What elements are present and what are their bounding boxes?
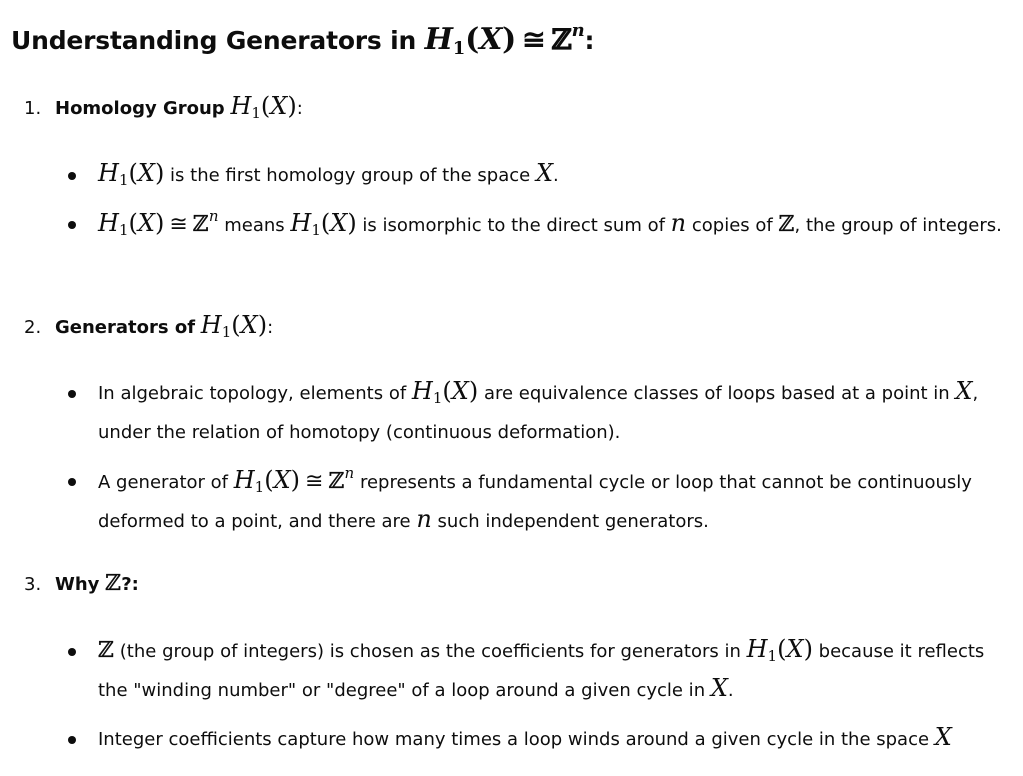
math-subscript: 1 <box>432 389 443 407</box>
math-paren: ) <box>257 311 268 339</box>
math-paren: ( <box>465 22 480 57</box>
bullet-text: , the group of integers. <box>794 215 1002 236</box>
math-paren: ( <box>128 159 138 187</box>
bullet-text: is the first homology group of the space <box>164 165 536 186</box>
math-paren: ( <box>128 209 138 237</box>
list-item <box>68 720 1018 759</box>
math-paren: ) <box>154 159 165 187</box>
math-paren: ) <box>468 377 479 405</box>
math-Z: ℤ <box>105 571 122 596</box>
math-X: X <box>479 22 503 57</box>
list-item <box>68 205 1018 245</box>
list-number: 1. <box>24 98 42 119</box>
bullet-text: . <box>553 165 559 186</box>
section-title: Why <box>55 574 100 595</box>
math-H: H <box>746 635 768 663</box>
page-title <box>11 20 594 61</box>
math-paren: ( <box>260 92 271 120</box>
math-paren: ( <box>320 209 331 237</box>
bullet-text: . <box>727 680 734 701</box>
math-n: n <box>416 505 432 533</box>
math-paren: ) <box>287 92 297 120</box>
section-title: Homology Group <box>55 98 225 119</box>
list-item-why-z <box>24 570 139 600</box>
section-title-suffix: : <box>296 98 303 119</box>
math-cong: ≅ <box>169 212 188 237</box>
math-paren: ) <box>290 466 301 494</box>
math-X: X <box>137 209 155 237</box>
math-H: H <box>290 209 312 237</box>
math-paren: ( <box>231 311 241 339</box>
math-superscript: n <box>208 207 219 225</box>
bullet-icon <box>68 172 76 180</box>
bullet-text: , under the relation of homotopy (continuous deformation). <box>98 383 979 443</box>
list-item <box>68 156 1018 195</box>
math-X: X <box>330 209 348 237</box>
math-paren: ( <box>264 466 274 494</box>
list-item <box>68 462 1018 541</box>
bullet-text: is isomorphic to the direct sum of <box>356 215 671 236</box>
bullet-text: Integer coefficients capture how many times a loop winds around a given cycle in the space <box>98 729 935 750</box>
math-H: H <box>411 377 433 405</box>
bullet-text: (the group of integers) is chosen as the coefficients for generators in <box>114 641 747 662</box>
math-X: X <box>955 377 973 405</box>
math-superscript: n <box>344 464 355 482</box>
bullet-text: because it reflects the "winding number" or "degree" of a loop around a given cycle in <box>98 641 985 701</box>
math-H: H <box>98 159 119 187</box>
math-X: X <box>934 723 952 751</box>
math-paren: ) <box>154 209 165 237</box>
math-subscript: 1 <box>254 478 265 496</box>
bullet-icon <box>68 478 76 486</box>
list-number: 3. <box>24 574 42 595</box>
list-item <box>68 632 1018 710</box>
math-subscript: 1 <box>452 38 466 59</box>
list-item-generators <box>24 313 273 343</box>
math-paren: ) <box>347 209 357 237</box>
math-Z: ℤ <box>192 212 209 237</box>
page-title-colon: : <box>584 26 595 55</box>
math-H: H <box>424 22 453 57</box>
bullet-text: A generator of <box>98 472 234 493</box>
list-number: 2. <box>24 317 42 338</box>
bullet-icon <box>68 736 76 744</box>
bullet-text: means <box>218 215 291 236</box>
bullet-icon <box>68 221 76 229</box>
math-H: H <box>200 311 222 339</box>
bullet-text: copies of <box>686 215 779 236</box>
math-H: H <box>230 92 252 120</box>
math-H: H <box>98 209 119 237</box>
math-subscript: 1 <box>221 323 232 341</box>
page-title-text: Understanding Generators in <box>11 26 425 55</box>
math-X: X <box>786 635 804 663</box>
bullet-icon <box>68 390 76 398</box>
math-X: X <box>270 92 288 120</box>
math-n: n <box>670 209 687 237</box>
math-subscript: 1 <box>311 221 321 239</box>
math-subscript: 1 <box>251 104 261 122</box>
math-subscript: 1 <box>767 647 778 665</box>
bullet-text: such independent generators. <box>431 511 709 532</box>
bullet-icon <box>68 648 76 656</box>
math-X: X <box>273 466 291 494</box>
math-Z: ℤ <box>778 212 795 237</box>
math-Z: ℤ <box>551 23 572 56</box>
math-X: X <box>451 377 469 405</box>
math-Z: ℤ <box>98 638 115 663</box>
math-cong: ≅ <box>305 469 324 494</box>
list-item-homology-group <box>24 94 303 124</box>
math-paren: ( <box>777 635 787 663</box>
bullet-text: In algebraic topology, elements of <box>98 383 412 404</box>
list-item <box>68 374 1018 452</box>
math-X: X <box>240 311 258 339</box>
math-subscript: 1 <box>118 171 129 189</box>
math-X: X <box>137 159 155 187</box>
math-paren: ( <box>442 377 452 405</box>
bullet-text: represents a fundamental cycle or loop that cannot be continuously deformed to a point, and there are <box>98 472 972 532</box>
section-title: Generators of <box>55 317 196 338</box>
math-subscript: 1 <box>118 221 129 239</box>
math-cong: ≅ <box>522 23 546 56</box>
math-X: X <box>710 674 728 702</box>
bullet-text: are equivalence classes of loops based at a point in <box>478 383 956 404</box>
math-superscript: n <box>571 20 585 41</box>
math-X: X <box>535 159 554 187</box>
math-paren: ) <box>803 635 813 663</box>
math-paren: ) <box>502 22 517 57</box>
section-title-suffix: : <box>267 317 274 338</box>
math-H: H <box>233 466 255 494</box>
section-title-suffix: ?: <box>121 574 139 595</box>
math-Z: ℤ <box>328 469 345 494</box>
